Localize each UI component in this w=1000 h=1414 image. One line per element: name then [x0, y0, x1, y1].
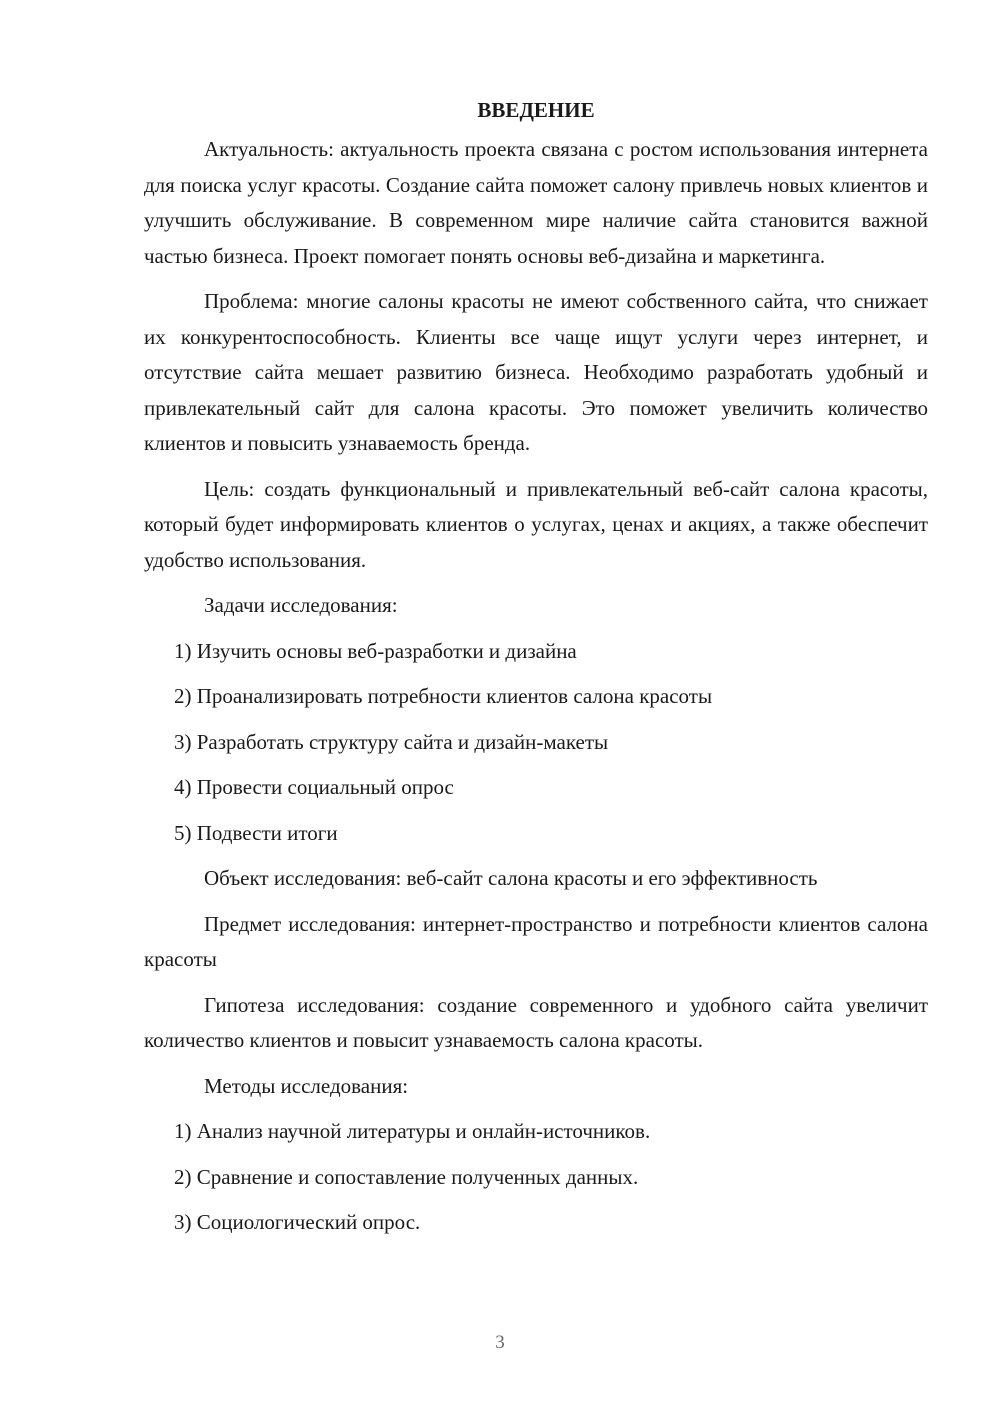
task-item: 2) Проанализировать потребности клиентов салона красоты	[174, 684, 713, 708]
task-item: 4) Провести социальный опрос	[174, 775, 454, 799]
document-page	[144, 92, 928, 1251]
method-item: 1) Анализ научной литературы и онлайн-источников.	[174, 1119, 651, 1143]
hypothesis-paragraph: Гипотеза исследования: создание современного и удобного сайта увеличит количество клиентов и повысит узнаваемость салона красоты.	[144, 992, 928, 1052]
goal-paragraph: Цель: создать функциональный и привлекательный веб-сайт салона красоты, который будет информировать клиентов о услугах, ценах и акциях, а также обеспечит удобство использования.	[144, 476, 928, 572]
task-item: 3) Разработать структуру сайта и дизайн-макеты	[174, 729, 609, 754]
task-item: 5) Подвести итоги	[174, 820, 338, 845]
method-item: 3) Социологический опрос.	[174, 1210, 421, 1234]
page-number: 3	[495, 1332, 505, 1353]
methods-list	[144, 1114, 928, 1241]
page-title: ВВЕДЕНИЕ	[477, 98, 595, 122]
methods-heading: Методы исследования:	[204, 1073, 409, 1098]
object-paragraph: Объект исследования: веб-сайт салона красоты и его эффективность	[204, 866, 818, 890]
subject-paragraph: Предмет исследования: интернет-пространство и потребности клиентов салона красоты	[144, 911, 928, 971]
problem-paragraph: Проблема: многие салоны красоты не имеют собственного сайта, что снижает их конкурентоспособность. Клиенты все чаще ищут услуги через интернет, и отсутствие сайта мешает развитию бизнеса. Необходимо разработать удобный и привлекательный сайт для салона красоты. Это поможет увеличить количество клиентов и повысить узнаваемость бренда.	[144, 289, 928, 455]
tasks-heading: Задачи исследования:	[204, 593, 398, 617]
task-item: 1) Изучить основы веб-разработки и дизайна	[174, 638, 577, 663]
tasks-list	[144, 634, 928, 852]
relevance-paragraph: Актуальность: актуальность проекта связана с ростом использования интернета для поиска услуг красоты. Создание сайта поможет салону привлечь новых клиентов и улучшить обслуживание. В современном мире наличие сайта становится важной частью бизнеса. Проект помогает понять основы веб-дизайна и маркетинга.	[144, 137, 928, 268]
method-item: 2) Сравнение и сопоставление полученных данных.	[174, 1164, 639, 1189]
